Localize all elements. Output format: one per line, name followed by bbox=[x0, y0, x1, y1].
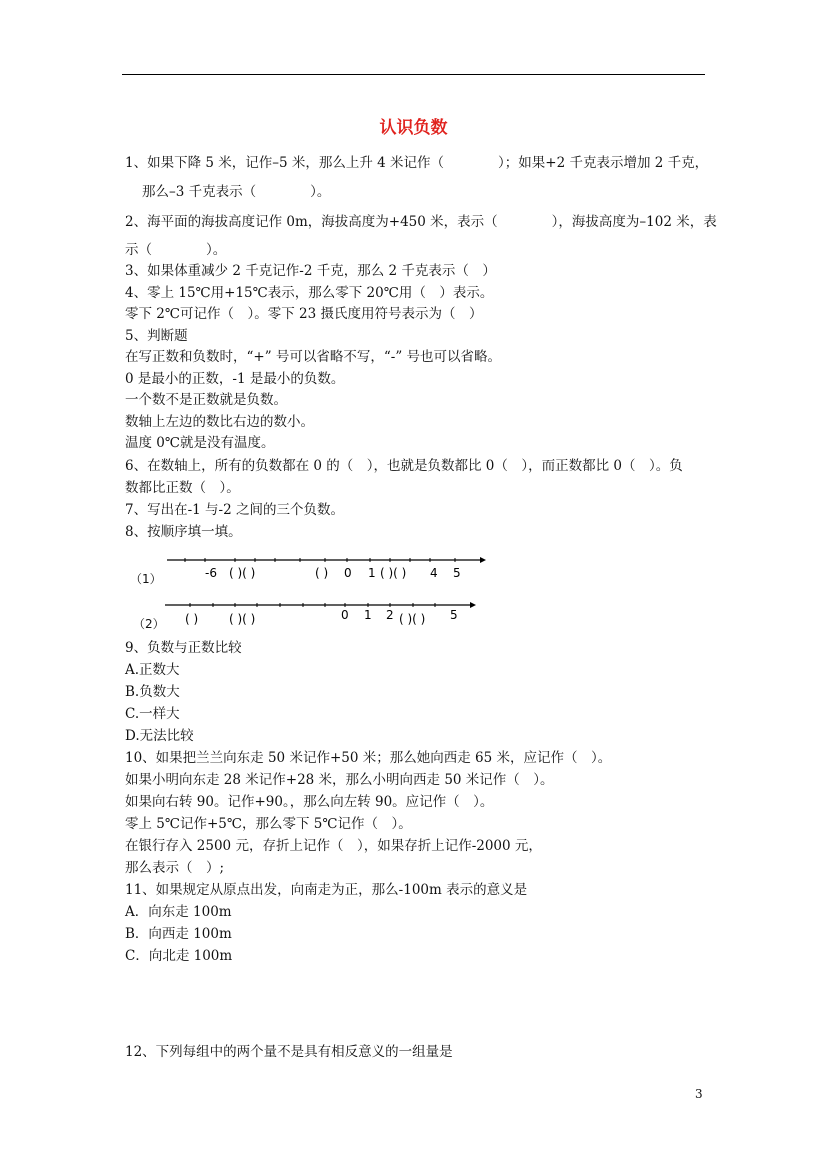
text-line: 那么–3 千克表示（ ）。 bbox=[142, 184, 331, 200]
text-line: 如果向右转 90。记作+90。，那么向左转 90。应记作（ ）。 bbox=[125, 794, 494, 810]
nl2-mark: 1 bbox=[364, 608, 372, 622]
page-title: 认识负数 bbox=[379, 118, 448, 138]
text-line: 示（ ）。 bbox=[125, 242, 227, 258]
text-line: 4、零上 15℃用+15℃表示，那么零下 20℃用（ ）表示。 bbox=[125, 285, 494, 301]
text-line: 那么表示（ ）; bbox=[125, 860, 225, 876]
text-line: 在写正数和负数时，“+” 号可以省略不写，“-” 号也可以省略。 bbox=[125, 349, 502, 365]
text-line: 数轴上左边的数比右边的数小。 bbox=[125, 414, 314, 430]
text-line: B．向西走 100m bbox=[125, 926, 232, 942]
text-line: 10、如果把兰兰向东走 50 米记作+50 米；那么她向西走 65 米，应记作（ ）。 bbox=[125, 750, 612, 766]
text-line: 2、海平面的海拔高度记作 0m，海拔高度为+450 米，表示（ ），海拔高度为–102 米，表 bbox=[125, 214, 717, 230]
nl2-mark: 0 bbox=[341, 608, 349, 622]
text-line: 在银行存入 2500 元，存折上记作（ ），如果存折上记作-2000 元， bbox=[125, 838, 542, 854]
text-line: B.负数大 bbox=[125, 684, 180, 700]
text-line: 6、在数轴上，所有的负数都在 0 的（ ），也就是负数都比 0（ ），而正数都比 0（ ）。负 bbox=[125, 458, 683, 474]
text-line: C．向北走 100m bbox=[125, 948, 233, 964]
nl1-mark: ( ) bbox=[315, 566, 329, 580]
nl1-mark: 5 bbox=[453, 566, 461, 580]
text-line: 温度 0℃就是没有温度。 bbox=[125, 435, 275, 451]
nl1-mark: 1 bbox=[368, 566, 376, 580]
text-line: 如果小明向东走 28 米记作+28 米，那么小明向西走 50 米记作（ ）。 bbox=[125, 772, 554, 788]
nl1-mark: 4 bbox=[430, 566, 438, 580]
nl2-mark: 5 bbox=[450, 608, 458, 622]
header-rule bbox=[122, 74, 705, 75]
nl1-mark: -6 bbox=[205, 566, 217, 580]
nl2-mark: ( )( ) bbox=[399, 612, 426, 626]
text-line: 9、负数与正数比较 bbox=[125, 640, 242, 656]
numberline2-label: （2） bbox=[133, 617, 165, 631]
text-line: 3、如果体重减少 2 千克记作-2 千克，那么 2 千克表示（ ） bbox=[125, 263, 496, 279]
nl2-mark: ( )( ) bbox=[229, 612, 256, 626]
nl2-mark: 2 bbox=[386, 608, 394, 622]
nl1-mark: 0 bbox=[344, 566, 352, 580]
nl1-mark: ( )( ) bbox=[380, 566, 407, 580]
text-line: 1、如果下降 5 米，记作–5 米，那么上升 4 米记作（ ）；如果+2 千克表示增加 2 千克， bbox=[125, 155, 709, 171]
text-line: 8、按顺序填一填。 bbox=[125, 524, 242, 540]
text-line: 零上 5℃记作+5℃，那么零下 5℃记作（ ）。 bbox=[125, 816, 412, 832]
text-line: 数都比正数（ ）。 bbox=[125, 480, 240, 496]
text-line: A．向东走 100m bbox=[125, 904, 232, 920]
text-line: 7、写出在-1 与-2 之间的三个负数。 bbox=[125, 502, 344, 518]
numberline1-label: （1） bbox=[130, 572, 162, 586]
nl2-mark: ( ) bbox=[185, 612, 199, 626]
text-line: C.一样大 bbox=[125, 706, 180, 722]
number-line-figure bbox=[125, 548, 495, 638]
text-line: 12、下列每组中的两个量不是具有相反意义的一组量是 bbox=[125, 1044, 453, 1060]
nl1-mark: ( )( ) bbox=[229, 566, 256, 580]
text-line: A.正数大 bbox=[125, 662, 180, 678]
text-line: 零下 2℃可记作（ ）。零下 23 摄氏度用符号表示为（ ） bbox=[125, 306, 483, 322]
text-line: 11、如果规定从原点出发，向南走为正，那么-100m 表示的意义是 bbox=[125, 882, 528, 898]
page-number: 3 bbox=[695, 1087, 703, 1101]
text-line: 5、判断题 bbox=[125, 328, 188, 344]
text-line: 0 是最小的正数，-1 是最小的负数。 bbox=[125, 371, 345, 387]
text-line: D.无法比较 bbox=[125, 728, 194, 744]
text-line: 一个数不是正数就是负数。 bbox=[125, 392, 287, 408]
